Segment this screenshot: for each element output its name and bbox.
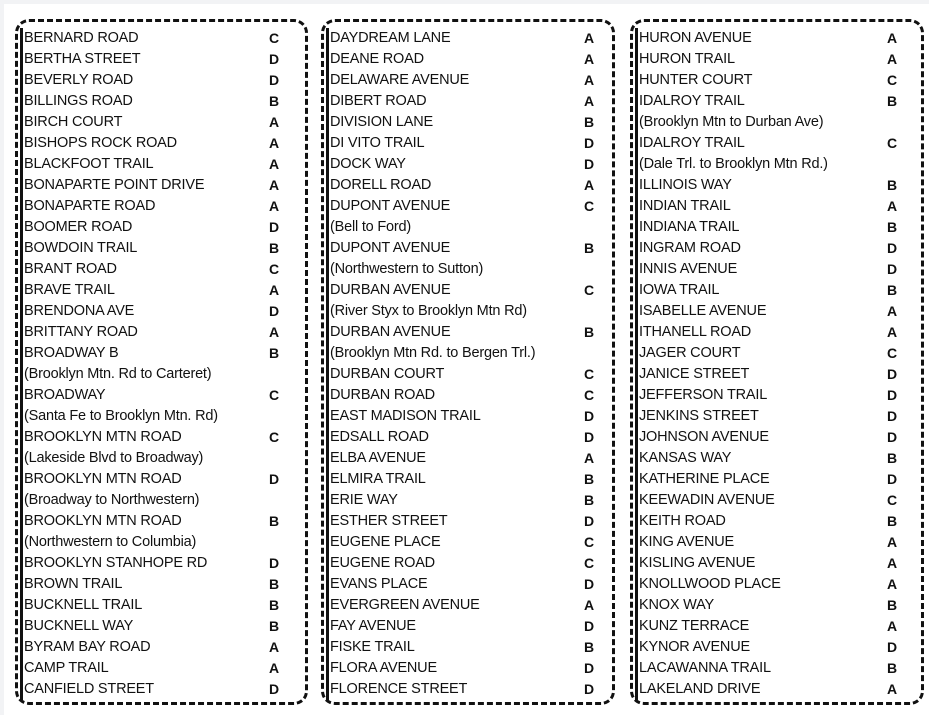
street-row	[326, 196, 610, 217]
segment-note: (Brooklyn Mtn. Rd to Carteret)	[24, 366, 212, 382]
street-row-segment-note	[635, 112, 919, 133]
street-row	[635, 364, 919, 385]
street-row	[20, 469, 303, 490]
street-name: INGRAM ROAD	[639, 240, 741, 256]
street-grade: B	[268, 345, 280, 361]
street-name: BERNARD ROAD	[24, 30, 139, 46]
street-row	[635, 238, 919, 259]
street-name: KATHERINE PLACE	[639, 471, 770, 487]
street-name: ELBA AVENUE	[330, 450, 426, 466]
street-row	[20, 322, 303, 343]
street-row	[326, 448, 610, 469]
street-name: KNOX WAY	[639, 597, 714, 613]
street-grade: D	[886, 471, 898, 487]
street-name: JAGER COURT	[639, 345, 741, 361]
page	[4, 4, 929, 715]
street-grade: D	[886, 408, 898, 424]
street-grade: B	[583, 639, 595, 655]
street-name: ILLINOIS WAY	[639, 177, 732, 193]
street-name: DUPONT AVENUE	[330, 198, 451, 214]
street-row	[326, 553, 610, 574]
street-grade: D	[583, 681, 595, 697]
street-rows	[635, 28, 919, 700]
street-name: KEITH ROAD	[639, 513, 726, 529]
street-name: EDSALL ROAD	[330, 429, 429, 445]
street-grade: D	[268, 471, 280, 487]
street-grade: A	[583, 93, 595, 109]
street-grade: A	[886, 51, 898, 67]
street-grade: D	[583, 660, 595, 676]
street-grade: D	[268, 72, 280, 88]
street-row	[635, 679, 919, 700]
street-row	[20, 112, 303, 133]
street-grade: A	[886, 576, 898, 592]
street-grade: A	[268, 660, 280, 676]
street-grade: B	[268, 597, 280, 613]
street-row	[635, 595, 919, 616]
street-rows	[20, 28, 303, 700]
street-name: KNOLLWOOD PLACE	[639, 576, 781, 592]
street-name: ESTHER STREET	[330, 513, 448, 529]
street-row	[326, 322, 610, 343]
street-grade: C	[886, 492, 898, 508]
street-grade: B	[886, 93, 898, 109]
street-grade: C	[268, 30, 280, 46]
street-grade: D	[886, 387, 898, 403]
street-name: ERIE WAY	[330, 492, 398, 508]
street-grade: C	[886, 72, 898, 88]
street-rows	[326, 28, 610, 700]
street-row	[20, 511, 303, 532]
street-row	[326, 133, 610, 154]
street-row	[326, 70, 610, 91]
street-grade: B	[886, 282, 898, 298]
street-name: HUNTER COURT	[639, 72, 753, 88]
street-row-segment-note	[20, 448, 303, 469]
street-grade: B	[583, 324, 595, 340]
street-grade: C	[268, 261, 280, 277]
street-row	[20, 280, 303, 301]
street-name: DIVISION LANE	[330, 114, 433, 130]
street-name: INDIANA TRAIL	[639, 219, 740, 235]
street-name: BROOKLYN STANHOPE RD	[24, 555, 208, 571]
street-grade: A	[583, 51, 595, 67]
street-name: DOCK WAY	[330, 156, 406, 172]
street-row	[20, 154, 303, 175]
street-name: JOHNSON AVENUE	[639, 429, 769, 445]
street-row	[20, 679, 303, 700]
street-grade: A	[583, 30, 595, 46]
street-grade: C	[583, 282, 595, 298]
street-row	[635, 280, 919, 301]
street-row	[20, 427, 303, 448]
street-name: INNIS AVENUE	[639, 261, 738, 277]
street-row-segment-note	[20, 490, 303, 511]
street-row	[326, 616, 610, 637]
street-name: CAMP TRAIL	[24, 660, 109, 676]
street-name: KUNZ TERRACE	[639, 618, 750, 634]
street-name: BERTHA STREET	[24, 51, 141, 67]
street-grade: A	[583, 72, 595, 88]
street-name: INDIAN TRAIL	[639, 198, 731, 214]
segment-note: (Northwestern to Columbia)	[24, 534, 197, 550]
street-name: KANSAS WAY	[639, 450, 732, 466]
street-name: EUGENE PLACE	[330, 534, 441, 550]
street-row	[635, 343, 919, 364]
street-name: BYRAM BAY ROAD	[24, 639, 151, 655]
street-name: CANFIELD STREET	[24, 681, 154, 697]
street-name: EVERGREEN AVENUE	[330, 597, 480, 613]
street-row	[20, 595, 303, 616]
street-row	[635, 637, 919, 658]
street-row	[20, 49, 303, 70]
street-row	[20, 301, 303, 322]
street-name: ITHANELL ROAD	[639, 324, 752, 340]
street-list-column-h-l	[630, 19, 924, 705]
street-name: DURBAN AVENUE	[330, 324, 451, 340]
street-grade: B	[886, 219, 898, 235]
street-grade: B	[886, 597, 898, 613]
street-name: IOWA TRAIL	[639, 282, 720, 298]
street-name: HURON TRAIL	[639, 51, 735, 67]
street-row	[326, 280, 610, 301]
street-row	[20, 343, 303, 364]
street-name: FLORENCE STREET	[330, 681, 468, 697]
street-row	[635, 385, 919, 406]
street-row	[635, 574, 919, 595]
street-row	[635, 28, 919, 49]
street-name: JEFFERSON TRAIL	[639, 387, 768, 403]
street-row	[635, 301, 919, 322]
segment-note: (River Styx to Brooklyn Mtn Rd)	[330, 303, 527, 319]
street-row	[635, 511, 919, 532]
street-row	[635, 91, 919, 112]
street-name: FAY AVENUE	[330, 618, 416, 634]
street-grade: B	[268, 618, 280, 634]
street-grade: B	[583, 471, 595, 487]
street-row	[20, 658, 303, 679]
street-row	[326, 385, 610, 406]
street-name: LACAWANNA TRAIL	[639, 660, 771, 676]
street-row	[326, 49, 610, 70]
street-grade: B	[268, 576, 280, 592]
street-list-column-b-c	[15, 19, 308, 705]
street-name: BONAPARTE ROAD	[24, 198, 156, 214]
street-grade: A	[583, 177, 595, 193]
street-grade: A	[886, 681, 898, 697]
segment-note: (Broadway to Northwestern)	[24, 492, 200, 508]
street-grade: B	[886, 450, 898, 466]
street-grade: D	[583, 408, 595, 424]
street-row	[635, 196, 919, 217]
street-row	[20, 259, 303, 280]
street-grade: D	[583, 576, 595, 592]
street-row	[20, 553, 303, 574]
street-name: BILLINGS ROAD	[24, 93, 133, 109]
street-grade: D	[583, 135, 595, 151]
street-grade: A	[268, 198, 280, 214]
street-row	[326, 364, 610, 385]
street-row	[326, 637, 610, 658]
street-row	[326, 175, 610, 196]
street-name: DURBAN ROAD	[330, 387, 435, 403]
street-row	[20, 175, 303, 196]
street-name: BLACKFOOT TRAIL	[24, 156, 154, 172]
street-name: BROADWAY	[24, 387, 106, 403]
street-name: BISHOPS ROCK ROAD	[24, 135, 177, 151]
street-row	[635, 70, 919, 91]
street-grade: C	[583, 534, 595, 550]
street-name: BROADWAY B	[24, 345, 119, 361]
street-name: EAST MADISON TRAIL	[330, 408, 481, 424]
street-row	[20, 637, 303, 658]
street-grade: D	[886, 429, 898, 445]
street-name: LAKELAND DRIVE	[639, 681, 761, 697]
street-name: JANICE STREET	[639, 366, 750, 382]
street-grade: D	[583, 429, 595, 445]
street-name: BRAVE TRAIL	[24, 282, 115, 298]
street-grade: B	[583, 492, 595, 508]
street-name: DI VITO TRAIL	[330, 135, 425, 151]
street-grade: B	[886, 513, 898, 529]
street-grade: D	[583, 156, 595, 172]
street-row	[20, 70, 303, 91]
street-row	[326, 679, 610, 700]
street-grade: C	[583, 366, 595, 382]
street-row	[326, 595, 610, 616]
segment-note: (Lakeside Blvd to Broadway)	[24, 450, 204, 466]
street-row	[326, 427, 610, 448]
street-name: BOOMER ROAD	[24, 219, 133, 235]
street-grade: C	[268, 387, 280, 403]
street-name: KEEWADIN AVENUE	[639, 492, 775, 508]
street-grade: A	[268, 324, 280, 340]
street-grade: A	[886, 324, 898, 340]
street-grade: B	[268, 240, 280, 256]
street-grade: A	[583, 597, 595, 613]
street-grade: A	[268, 282, 280, 298]
street-name: HURON AVENUE	[639, 30, 752, 46]
street-grade: D	[268, 681, 280, 697]
street-row-segment-note	[326, 259, 610, 280]
street-row	[20, 385, 303, 406]
street-name: FISKE TRAIL	[330, 639, 415, 655]
street-name: DORELL ROAD	[330, 177, 432, 193]
street-name: BRITTANY ROAD	[24, 324, 138, 340]
street-row	[326, 511, 610, 532]
segment-note: (Bell to Ford)	[330, 219, 411, 235]
street-grade: A	[268, 156, 280, 172]
street-name: ISABELLE AVENUE	[639, 303, 767, 319]
street-row	[20, 217, 303, 238]
street-grade: A	[268, 135, 280, 151]
street-row	[635, 259, 919, 280]
street-name: BUCKNELL TRAIL	[24, 597, 143, 613]
street-grade: C	[583, 555, 595, 571]
street-grade: D	[886, 639, 898, 655]
segment-note: (Dale Trl. to Brooklyn Mtn Rd.)	[639, 156, 828, 172]
street-name: KING AVENUE	[639, 534, 735, 550]
street-grade: A	[886, 303, 898, 319]
street-grade: A	[268, 177, 280, 193]
street-row	[326, 28, 610, 49]
street-row	[20, 28, 303, 49]
street-row	[635, 469, 919, 490]
street-row	[635, 490, 919, 511]
street-row	[635, 448, 919, 469]
street-name: EUGENE ROAD	[330, 555, 435, 571]
street-row	[635, 406, 919, 427]
street-row	[635, 658, 919, 679]
street-row-segment-note	[635, 154, 919, 175]
street-grade: B	[886, 177, 898, 193]
street-row	[635, 133, 919, 154]
street-name: BROOKLYN MTN ROAD	[24, 513, 182, 529]
street-name: BRENDONA AVE	[24, 303, 135, 319]
street-grade: C	[886, 345, 898, 361]
street-name: KYNOR AVENUE	[639, 639, 750, 655]
street-name: FLORA AVENUE	[330, 660, 437, 676]
street-name: BIRCH COURT	[24, 114, 123, 130]
street-row	[635, 49, 919, 70]
street-row	[20, 616, 303, 637]
street-name: DAYDREAM LANE	[330, 30, 451, 46]
street-row-segment-note	[20, 364, 303, 385]
street-row	[635, 532, 919, 553]
street-row	[635, 616, 919, 637]
street-grade: D	[268, 555, 280, 571]
segment-note: (Brooklyn Mtn Rd. to Bergen Trl.)	[330, 345, 536, 361]
street-row-segment-note	[20, 532, 303, 553]
street-row	[635, 322, 919, 343]
street-name: DURBAN AVENUE	[330, 282, 451, 298]
street-name: BEVERLY ROAD	[24, 72, 134, 88]
segment-note: (Northwestern to Sutton)	[330, 261, 484, 277]
street-row	[326, 490, 610, 511]
street-row	[20, 238, 303, 259]
street-name: DELAWARE AVENUE	[330, 72, 470, 88]
street-name: BRANT ROAD	[24, 261, 117, 277]
street-row	[635, 175, 919, 196]
street-grade: D	[886, 261, 898, 277]
street-name: BOWDOIN TRAIL	[24, 240, 138, 256]
street-grade: D	[886, 240, 898, 256]
street-row	[635, 217, 919, 238]
street-grade: B	[583, 114, 595, 130]
street-grade: C	[583, 387, 595, 403]
street-name: EVANS PLACE	[330, 576, 428, 592]
street-row-segment-note	[326, 343, 610, 364]
street-grade: A	[886, 555, 898, 571]
street-name: DUPONT AVENUE	[330, 240, 451, 256]
segment-note: (Brooklyn Mtn to Durban Ave)	[639, 114, 824, 130]
street-row	[635, 553, 919, 574]
street-grade: A	[886, 534, 898, 550]
street-grade: A	[886, 618, 898, 634]
street-name: IDALROY TRAIL	[639, 93, 745, 109]
street-grade: C	[583, 198, 595, 214]
street-row	[326, 574, 610, 595]
street-row	[326, 532, 610, 553]
street-row-segment-note	[326, 301, 610, 322]
street-grade: A	[268, 114, 280, 130]
street-grade: D	[268, 51, 280, 67]
street-grade: B	[583, 240, 595, 256]
street-grade: A	[886, 198, 898, 214]
street-name: IDALROY TRAIL	[639, 135, 745, 151]
street-name: ELMIRA TRAIL	[330, 471, 426, 487]
street-grade: B	[268, 93, 280, 109]
street-name: DEANE ROAD	[330, 51, 424, 67]
street-name: KISLING AVENUE	[639, 555, 756, 571]
street-grade: C	[886, 135, 898, 151]
street-grade: A	[268, 639, 280, 655]
street-name: JENKINS STREET	[639, 408, 759, 424]
street-grade: C	[268, 429, 280, 445]
street-row	[326, 112, 610, 133]
street-name: DIBERT ROAD	[330, 93, 427, 109]
street-row	[326, 658, 610, 679]
street-grade: D	[583, 513, 595, 529]
street-row	[20, 196, 303, 217]
street-row	[20, 574, 303, 595]
street-row	[20, 91, 303, 112]
street-grade: D	[583, 618, 595, 634]
street-grade: A	[886, 30, 898, 46]
street-name: DURBAN COURT	[330, 366, 445, 382]
street-grade: A	[583, 450, 595, 466]
street-name: BROWN TRAIL	[24, 576, 123, 592]
street-row	[326, 238, 610, 259]
street-list-column-d-f	[321, 19, 615, 705]
street-name: BROOKLYN MTN ROAD	[24, 471, 182, 487]
street-grade: D	[886, 366, 898, 382]
street-row-segment-note	[326, 217, 610, 238]
street-row	[326, 406, 610, 427]
street-row	[326, 91, 610, 112]
street-grade: B	[886, 660, 898, 676]
street-row	[326, 154, 610, 175]
street-grade: D	[268, 219, 280, 235]
street-name: BROOKLYN MTN ROAD	[24, 429, 182, 445]
street-grade: B	[268, 513, 280, 529]
street-name: BUCKNELL WAY	[24, 618, 134, 634]
street-row-segment-note	[20, 406, 303, 427]
street-row	[635, 427, 919, 448]
street-grade: D	[268, 303, 280, 319]
street-name: BONAPARTE POINT DRIVE	[24, 177, 205, 193]
street-row	[20, 133, 303, 154]
segment-note: (Santa Fe to Brooklyn Mtn. Rd)	[24, 408, 218, 424]
street-row	[326, 469, 610, 490]
